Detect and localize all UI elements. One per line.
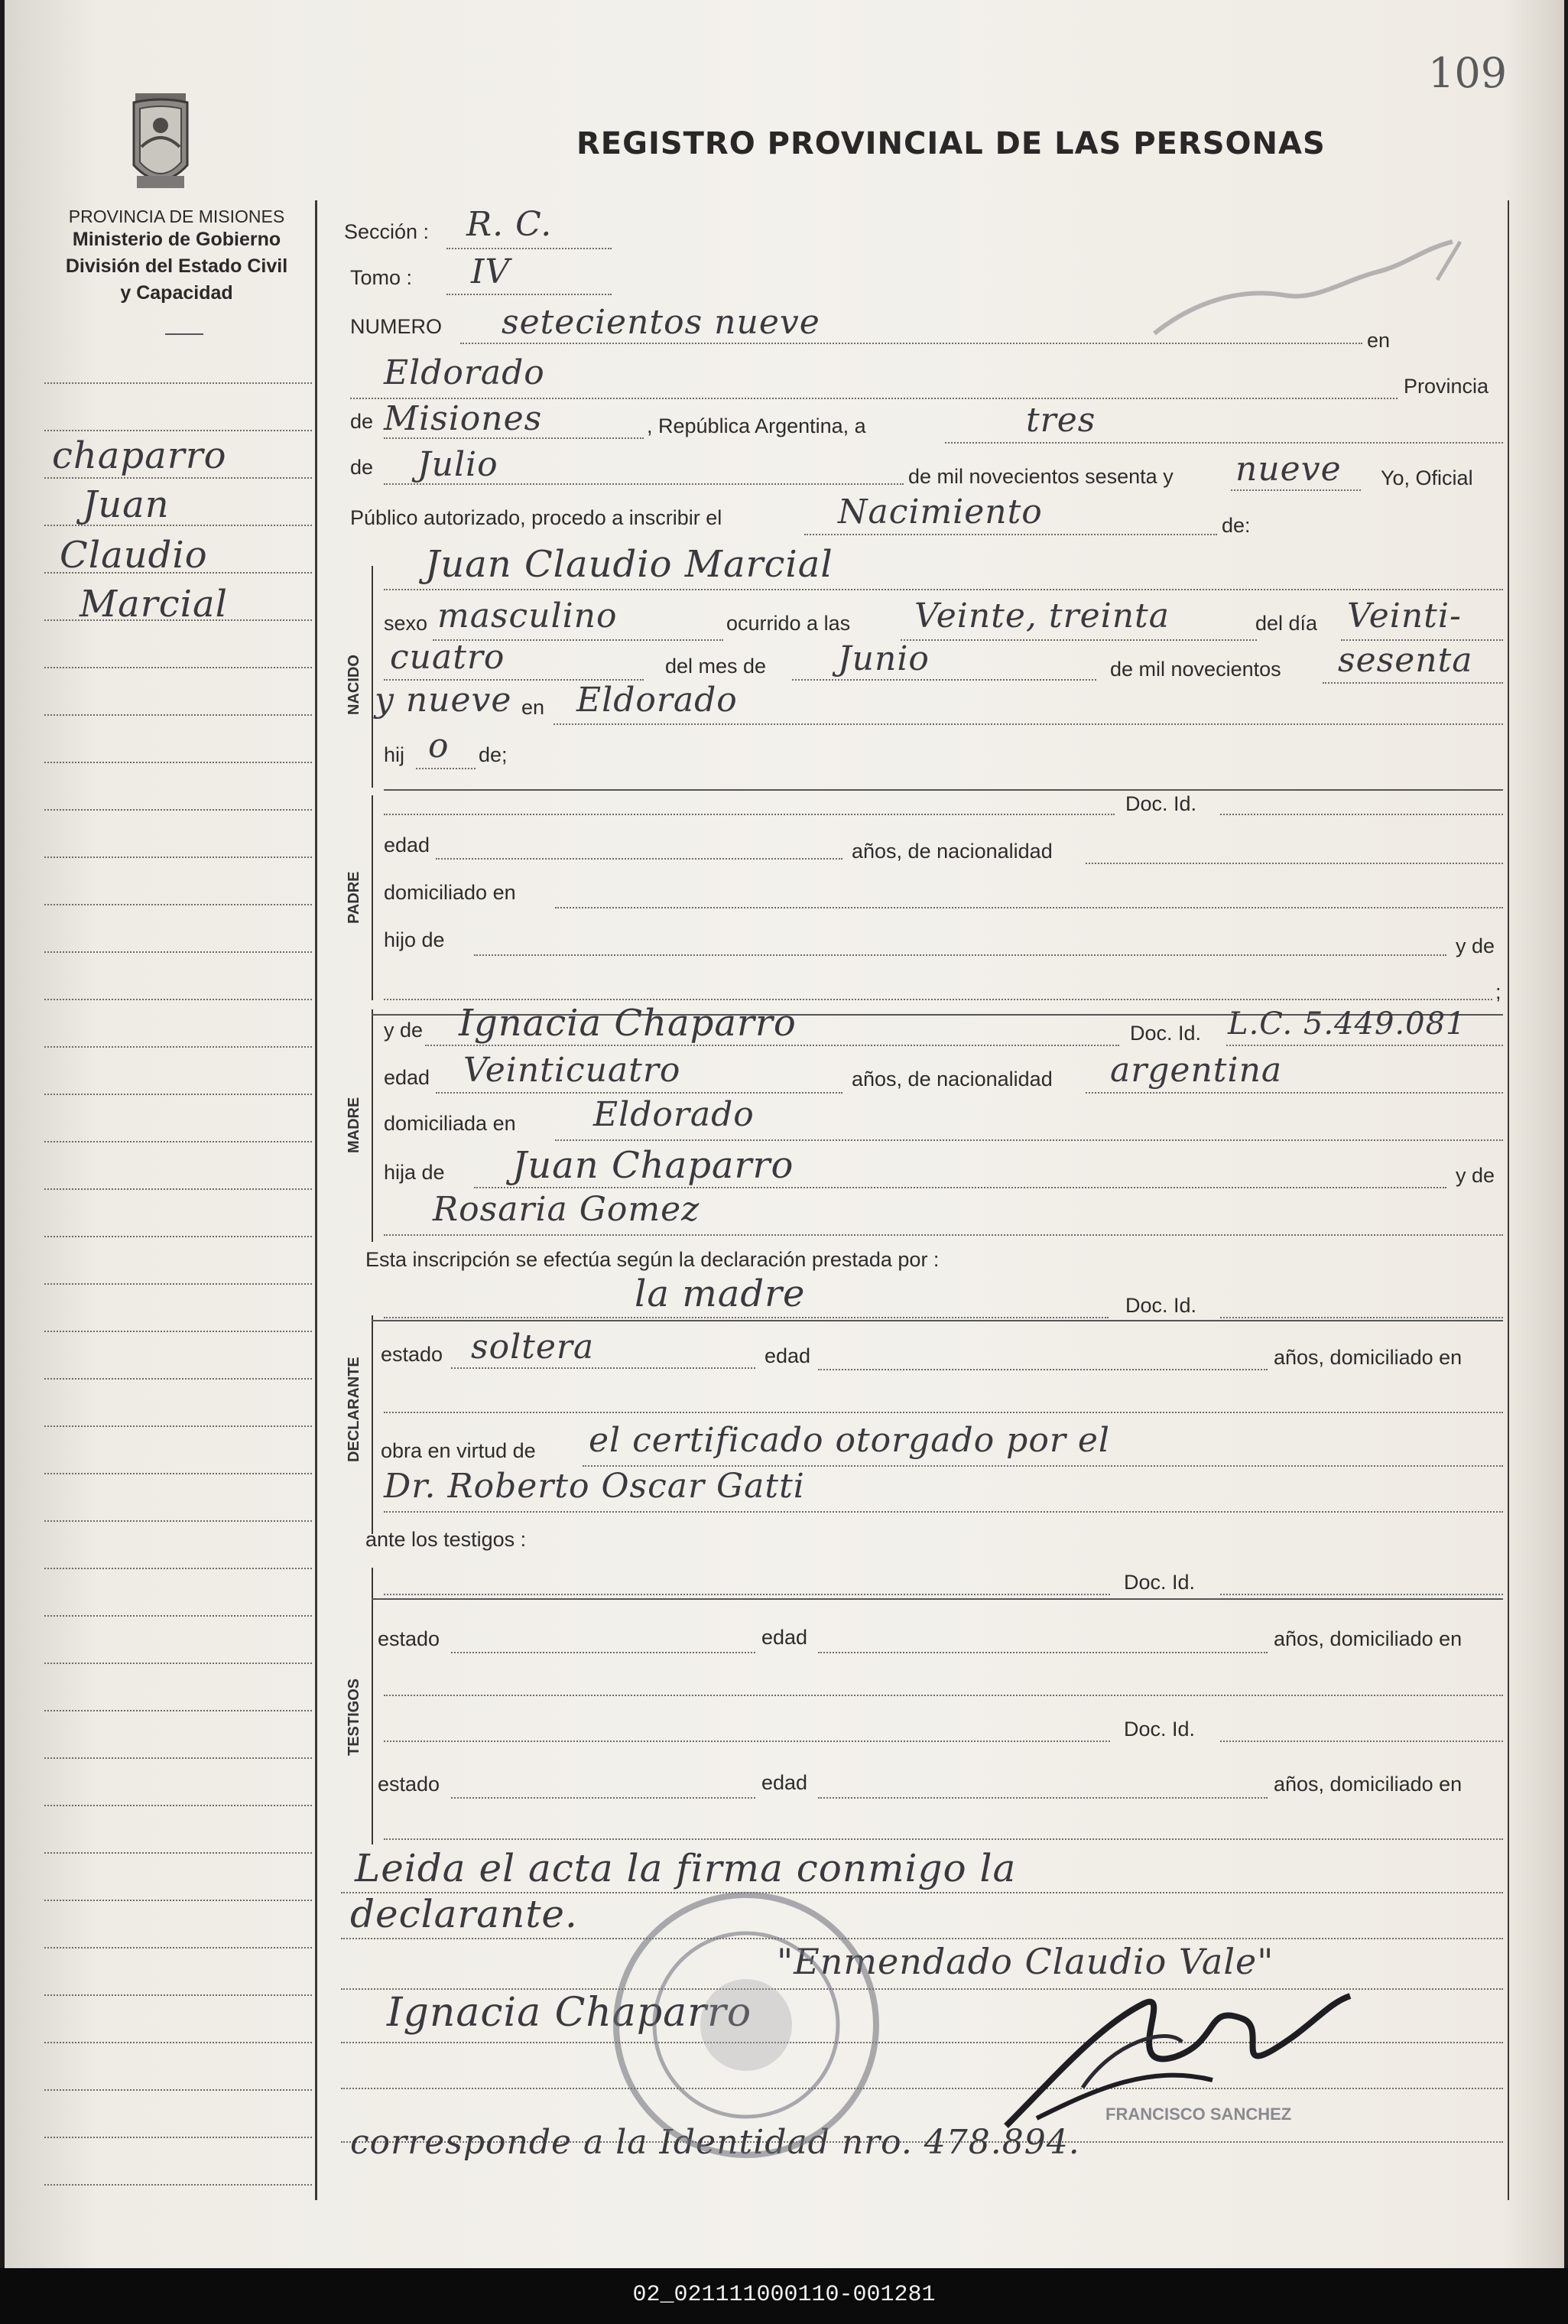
testigo1-rule (372, 1598, 1503, 1600)
del-dia-label: del día (1255, 612, 1318, 635)
margin-rule-line (44, 1046, 312, 1048)
testigo1-dom-line (384, 1695, 1503, 1696)
margin-rule-line (44, 1852, 312, 1854)
madre-doc-value: L.C. 5.449.081 (1228, 1006, 1466, 1042)
margin-rule-line (44, 1236, 312, 1237)
anio-nac-value: sesenta (1338, 641, 1473, 680)
acto-line (804, 534, 1217, 535)
main-left-border (315, 200, 317, 2200)
decl-edad-line (818, 1369, 1268, 1370)
margin-rule-line (44, 809, 312, 811)
madre-edad-line (436, 1092, 842, 1094)
testigo1-edad-line (818, 1652, 1268, 1653)
padre-nombre-line (384, 814, 1115, 815)
en-nac-label: en (521, 696, 545, 719)
dia-line (945, 442, 1503, 444)
dia-nac2-value: cuatro (390, 638, 505, 677)
margin-rule-line (44, 1994, 312, 1996)
registry-page (5, 0, 1564, 2268)
decl-anos-label: años, domiciliado en (1274, 1346, 1462, 1369)
testigo1-estado-line (451, 1652, 755, 1653)
testigo2-line (384, 1741, 1110, 1742)
madre-dom-value: Eldorado (593, 1095, 755, 1134)
declarante-top-rule (372, 1320, 1503, 1321)
publico-label: Público autorizado, procedo a inscribir el (350, 506, 722, 529)
mes-nac-line (792, 679, 1096, 681)
margin-note-name-2: Claudio (60, 534, 208, 577)
capacity-name: y Capacidad (120, 282, 233, 304)
testigo2-estado-line (451, 1797, 755, 1799)
tomo-value: IV (471, 252, 511, 291)
madre-nac-line (1086, 1092, 1503, 1094)
testigos-label: ante los testigos : (365, 1528, 527, 1551)
en-label: en (1367, 329, 1391, 352)
main-right-border (1508, 200, 1509, 2200)
padre-dom-line (555, 907, 1503, 908)
padre-y-de-label: y de (1456, 934, 1495, 957)
acto-value: Nacimiento (838, 492, 1043, 531)
nacido-side-label: NACIDO (346, 655, 362, 715)
madre-dom-line (555, 1139, 1503, 1141)
testigo1-doc-line (1220, 1594, 1503, 1595)
tomo-label: Tomo : (350, 266, 413, 289)
madre-edad-label: edad (384, 1066, 430, 1089)
mes-nac-value: Junio (838, 639, 930, 678)
lugar-nac-value: Eldorado (576, 681, 738, 720)
margin-rule-line (44, 999, 312, 1000)
lugar-nac-line (554, 723, 1503, 725)
margin-rule-line (44, 1331, 312, 1332)
nacido-bracket (372, 566, 373, 788)
testigo1-estado-label: estado (378, 1627, 440, 1650)
madre-abuela-line (384, 1234, 1503, 1236)
registrar-initials-icon (1147, 226, 1468, 356)
hora-value: Veinte, treinta (914, 596, 1170, 635)
page-number: 109 (1428, 49, 1508, 97)
officer-stamp-name: FRANCISCO SANCHEZ (1105, 2105, 1292, 2124)
margin-rule-line (44, 714, 312, 716)
numero-label: NUMERO (350, 315, 442, 338)
testigo1-anos-label: años, domiciliado en (1274, 1627, 1462, 1650)
province-name: PROVINCIA DE MISIONES (68, 206, 285, 226)
anio-nac2-value: y nueve (375, 681, 512, 720)
yo-oficial-label: Yo, Oficial (1381, 466, 1473, 489)
margin-rule-line (44, 430, 312, 431)
margin-rule-line (44, 1378, 312, 1380)
de-label-2: de (350, 456, 374, 479)
margin-rule-line (44, 951, 312, 953)
padre-abuela-line (384, 999, 1492, 1000)
margin-rule-line (44, 1805, 312, 1806)
testigo2-anos-label: años, domiciliado en (1274, 1773, 1462, 1796)
padre-top-rule (384, 789, 1503, 791)
margin-rule-line (44, 1520, 312, 1522)
closing-text-2: declarante. (350, 1892, 578, 1936)
padre-edad-line (436, 858, 842, 860)
margin-rule-line (44, 1947, 312, 1949)
madre-doc-line (1226, 1045, 1503, 1046)
margin-rule-line (44, 856, 312, 858)
madre-y-de-label: y de (384, 1019, 424, 1042)
padre-side-label: PADRE (346, 871, 362, 924)
hij-de-label: de; (479, 743, 508, 766)
padre-dom-label: domiciliado en (384, 881, 516, 904)
mil-sesenta-label: de mil novecientos sesenta y (908, 465, 1174, 488)
madre-anos-label: años, de nacionalidad (852, 1068, 1053, 1090)
mother-signature: Ignacia Chaparro (387, 1990, 752, 2036)
madre-edad-value: Veinticuatro (463, 1051, 681, 1090)
hora-line (901, 639, 1257, 641)
madre-madre-value: Rosaria Gomez (433, 1190, 700, 1229)
padre-edad-label: edad (384, 834, 430, 856)
provincia-label: Provincia (1404, 375, 1489, 398)
official-stamp-icon (586, 1880, 907, 2170)
testigo1-edad-label: edad (761, 1626, 808, 1649)
margin-rule-line (44, 1425, 312, 1427)
footer-id: 02_021111000110-001281 (632, 2282, 936, 2308)
seccion-label: Sección : (344, 220, 430, 243)
margin-note-surname: chaparro (52, 434, 227, 477)
testigos-bracket (372, 1568, 373, 1845)
testigo2-estado-label: estado (378, 1773, 440, 1796)
nombre-value: Juan Claudio Marcial (425, 543, 833, 586)
padre-semicolon: ; (1495, 980, 1501, 1003)
madre-dom-label: domiciliada en (384, 1112, 516, 1135)
sexo-label: sexo (384, 612, 428, 635)
testigo2-doc-line (1220, 1741, 1503, 1742)
decl-dom-line (384, 1412, 1503, 1413)
declarante-doc-line (1220, 1317, 1503, 1318)
testigo2-edad-line (818, 1797, 1268, 1799)
margin-rule-line (44, 762, 312, 763)
hij-value: o (428, 726, 450, 765)
inscripcion-label: Esta inscripción se efectúa según la declaración prestada por : (365, 1248, 940, 1271)
madre-y-de-label-2: y de (1456, 1164, 1495, 1187)
decl-estado-value: soltera (471, 1328, 595, 1367)
hij-label: hij (384, 743, 405, 766)
declarante-line (384, 1317, 1109, 1318)
margin-rule-line (44, 1473, 312, 1474)
de-colon-label: de: (1222, 514, 1251, 537)
province-seal-icon (129, 86, 192, 199)
margin-rule-line (44, 2089, 312, 2091)
closing-line-2 (341, 1938, 1503, 1939)
madre-hija-line (474, 1187, 1446, 1188)
margin-rule-line (44, 382, 312, 384)
division-name: División del Estado Civil (65, 255, 288, 277)
del-mes-label: del mes de (665, 655, 767, 678)
declarante-value: la madre (635, 1273, 806, 1315)
anio-line (1231, 489, 1361, 491)
margin-rule-line (44, 1188, 312, 1190)
testigo1-line (384, 1594, 1110, 1595)
page-title: REGISTRO PROVINCIAL DE LAS PERSONAS (576, 126, 1326, 161)
margin-rule-line (44, 2137, 312, 2138)
tomo-line (446, 294, 612, 295)
madre-padre-value: Juan Chaparro (512, 1144, 794, 1187)
numero-value: setecientos nueve (502, 303, 820, 342)
testigo2-dom-line (384, 1838, 1503, 1840)
de-label-1: de (350, 410, 374, 433)
seccion-line (446, 248, 612, 249)
anio-nac-line (1323, 682, 1503, 684)
decl-estado-line (451, 1367, 755, 1369)
closing-text-1: Leida el acta la firma conmigo la (355, 1846, 1017, 1890)
testigo1-doc-label: Doc. Id. (1124, 1571, 1196, 1594)
ocurrido-label: ocurrido a las (726, 612, 851, 635)
madre-doc-label: Doc. Id. (1130, 1022, 1202, 1045)
declarante-side-label: DECLARANTE (346, 1357, 362, 1462)
margin-note-name-3: Marcial (80, 583, 228, 626)
padre-nac-line (1086, 863, 1503, 864)
dia-value: tres (1026, 401, 1096, 440)
madre-nombre-value: Ignacia Chaparro (459, 1002, 797, 1045)
hij-line (416, 768, 476, 769)
republica-label: , República Argentina, a (647, 414, 866, 437)
margin-rule-line (44, 477, 312, 479)
anio-value: nueve (1235, 450, 1342, 489)
padre-bracket (372, 795, 373, 1000)
decl-edad-label: edad (765, 1344, 811, 1367)
decl-estado-label: estado (381, 1343, 443, 1366)
madre-nombre-line (425, 1045, 1119, 1046)
padre-doc-label: Doc. Id. (1125, 792, 1197, 815)
obra-line-2 (384, 1511, 1503, 1513)
identidad-text: corresponde a la Identidad nro. 478.894. (350, 2123, 1080, 2162)
enmendado-text: "Enmendado Claudio Vale" (777, 1941, 1274, 1982)
obra-value-2: Dr. Roberto Oscar Gatti (384, 1467, 805, 1506)
provincia-value: Misiones (384, 399, 543, 438)
dia-nac-value: Veinti- (1347, 596, 1462, 635)
margin-rule-line (44, 1757, 312, 1759)
obra-value-1: el certificado otorgado por el (589, 1421, 1110, 1460)
seccion-value: R. C. (466, 205, 553, 244)
margin-rule-line (44, 1663, 312, 1664)
margin-rule-line (44, 1283, 312, 1285)
madre-nac-value: argentina (1110, 1051, 1283, 1090)
margin-note-name-1: Juan (83, 483, 170, 526)
nombre-line (384, 589, 1503, 590)
ministry-name: Ministerio de Gobierno (72, 229, 281, 250)
margin-rule-line (44, 1141, 312, 1142)
lugar-value: Eldorado (384, 353, 545, 392)
padre-hijo-line (474, 954, 1446, 956)
footer-bar (0, 2268, 1568, 2324)
margin-rule-line (44, 904, 312, 905)
madre-bracket (372, 1009, 373, 1242)
madre-side-label: MADRE (346, 1097, 362, 1153)
padre-doc-line (1220, 814, 1503, 815)
padre-hijo-label: hijo de (384, 928, 445, 951)
header-divider (165, 333, 203, 335)
testigos-side-label: TESTIGOS (346, 1678, 362, 1756)
testigo2-doc-label: Doc. Id. (1124, 1718, 1196, 1741)
margin-rule-line (44, 1615, 312, 1617)
madre-hija-label: hija de (384, 1161, 445, 1184)
mil-nov-label: de mil novecientos (1110, 658, 1281, 681)
mes-value: Julio (417, 445, 498, 484)
obra-label: obra en virtud de (381, 1439, 536, 1462)
testigo2-edad-label: edad (761, 1771, 808, 1794)
declarante-doc-label: Doc. Id. (1125, 1294, 1197, 1317)
margin-rule-line (44, 1568, 312, 1569)
padre-anos-label: años, de nacionalidad (852, 840, 1053, 863)
margin-rule-line (44, 2184, 312, 2186)
margin-rule-line (44, 1900, 312, 1901)
margin-rule-line (44, 1094, 312, 1095)
sexo-value: masculino (437, 596, 618, 635)
declarante-bracket (372, 1315, 373, 1534)
margin-rule-line (44, 2042, 312, 2043)
margin-rule-line (44, 1710, 312, 1711)
margin-rule-line (44, 667, 312, 668)
